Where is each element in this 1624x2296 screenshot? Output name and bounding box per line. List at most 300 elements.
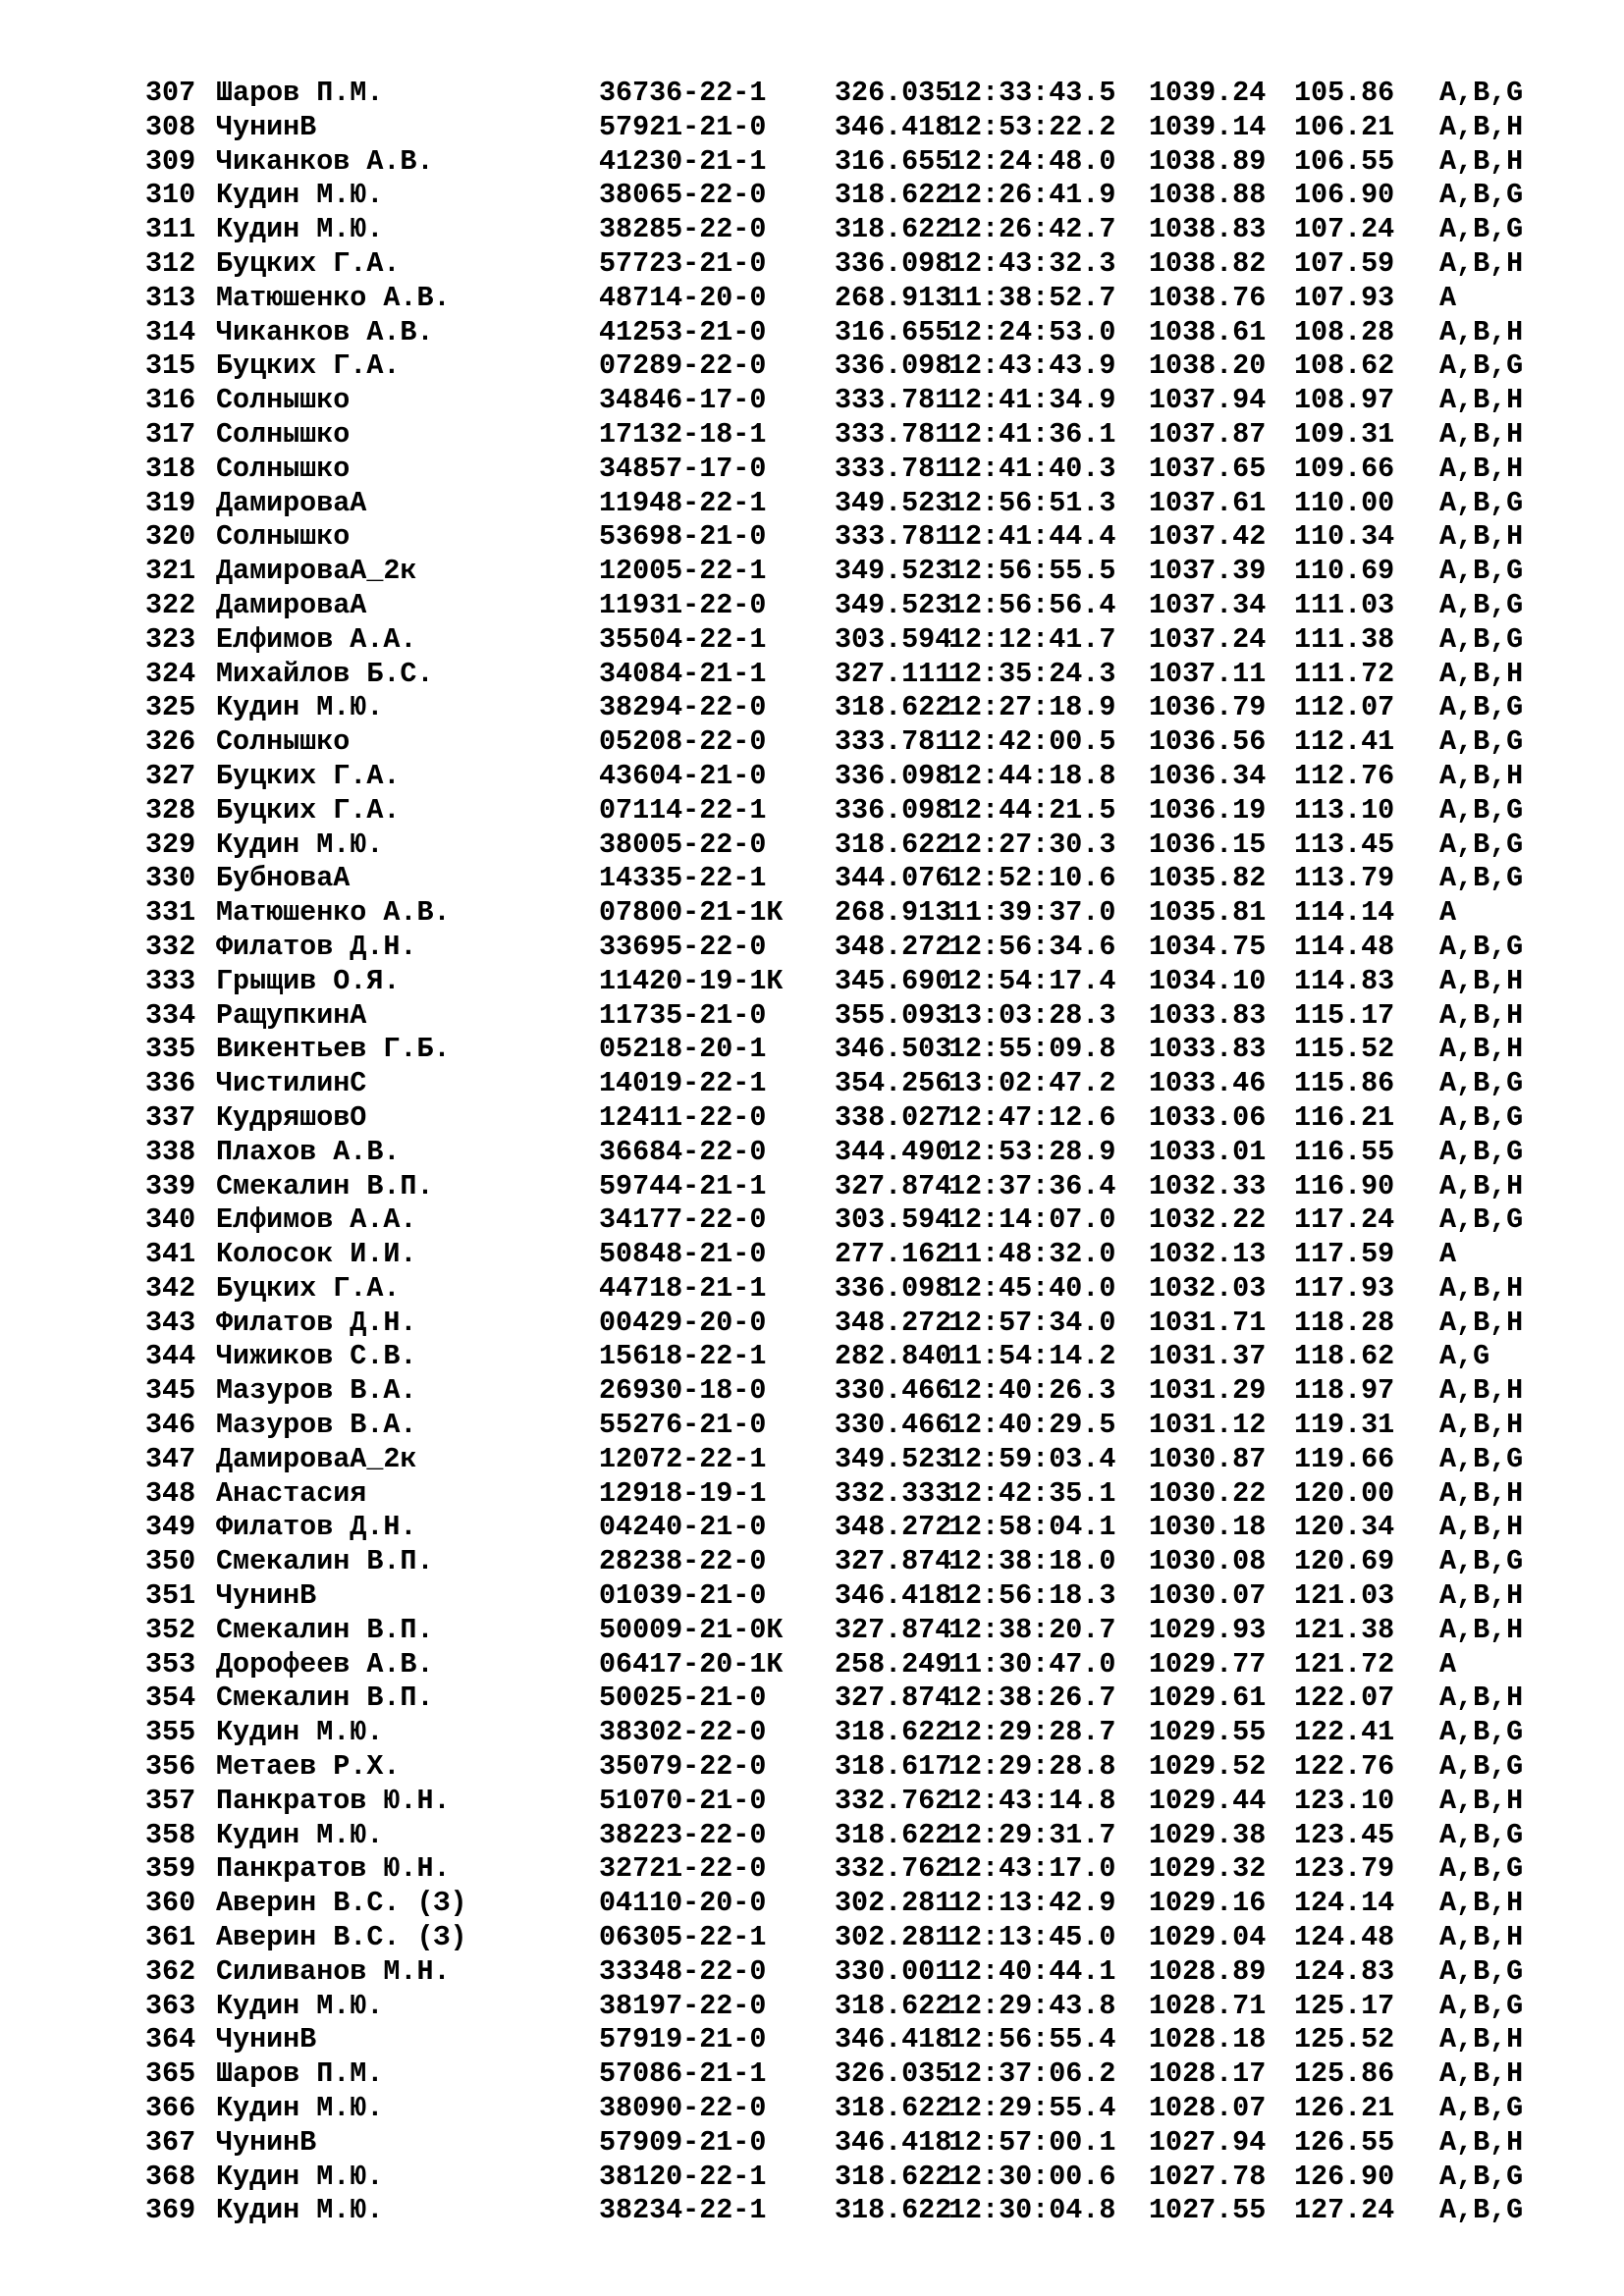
place-number: 360 bbox=[145, 1887, 196, 1920]
points: 106.55 bbox=[1294, 144, 1395, 178]
place-number: 369 bbox=[145, 2194, 196, 2227]
speed: 1028.18 bbox=[1149, 2023, 1267, 2056]
participant-name: Чижиков С.В. bbox=[216, 1340, 417, 1373]
categories: A,B,G bbox=[1439, 77, 1524, 109]
distance: 336.098 bbox=[835, 349, 952, 383]
table-row bbox=[145, 999, 1538, 1034]
distance: 346.503 bbox=[835, 1033, 952, 1066]
speed: 1038.83 bbox=[1149, 213, 1267, 246]
distance: 355.093 bbox=[835, 998, 952, 1032]
speed: 1039.14 bbox=[1149, 110, 1267, 143]
arrival-time: 12:30:00.6 bbox=[948, 2160, 1116, 2193]
categories: A,B,G bbox=[1439, 793, 1524, 827]
place-number: 344 bbox=[145, 1340, 196, 1373]
ring-number: 57723-21-0 bbox=[599, 246, 767, 280]
distance: 332.333 bbox=[835, 1476, 952, 1510]
participant-name: Дорофеев А.В. bbox=[216, 1647, 434, 1681]
speed: 1030.22 bbox=[1149, 1476, 1267, 1510]
speed: 1036.15 bbox=[1149, 828, 1267, 861]
ring-number: 57919-21-0 bbox=[599, 2023, 767, 2056]
distance: 303.594 bbox=[835, 1203, 952, 1237]
participant-name: ЧунинВ bbox=[216, 2125, 317, 2159]
speed: 1036.19 bbox=[1149, 793, 1267, 827]
table-row bbox=[145, 725, 1538, 760]
ring-number: 05208-22-0 bbox=[599, 725, 767, 759]
participant-name: Смекалин В.П. bbox=[216, 1682, 434, 1715]
participant-name: Кудин М.Ю. bbox=[216, 691, 384, 724]
categories: A,B,G bbox=[1439, 725, 1524, 759]
distance: 333.781 bbox=[835, 725, 952, 759]
speed: 1034.75 bbox=[1149, 930, 1267, 963]
ring-number: 12072-22-1 bbox=[599, 1442, 767, 1475]
categories: A,B,G bbox=[1439, 349, 1524, 383]
categories: A bbox=[1439, 896, 1457, 930]
place-number: 353 bbox=[145, 1647, 196, 1681]
categories: A bbox=[1439, 281, 1457, 314]
categories: A,B,G bbox=[1439, 1067, 1524, 1100]
table-row bbox=[145, 1955, 1538, 1990]
distance: 330.466 bbox=[835, 1374, 952, 1408]
table-row bbox=[145, 1272, 1538, 1307]
ring-number: 04110-20-0 bbox=[599, 1887, 767, 1920]
points: 112.07 bbox=[1294, 691, 1395, 724]
categories: A,B,G bbox=[1439, 1100, 1524, 1134]
points: 114.48 bbox=[1294, 930, 1395, 963]
distance: 318.622 bbox=[835, 2160, 952, 2193]
categories: A,B,G bbox=[1439, 1818, 1524, 1851]
categories: A bbox=[1439, 1238, 1457, 1271]
participant-name: Мазуров В.А. bbox=[216, 1409, 417, 1442]
points: 126.21 bbox=[1294, 2092, 1395, 2125]
categories: A,B,H bbox=[1439, 520, 1524, 554]
place-number: 340 bbox=[145, 1203, 196, 1237]
points: 117.59 bbox=[1294, 1238, 1395, 1271]
distance: 318.622 bbox=[835, 828, 952, 861]
arrival-time: 11:39:37.0 bbox=[948, 896, 1116, 930]
table-row bbox=[145, 1887, 1538, 1921]
place-number: 364 bbox=[145, 2023, 196, 2056]
participant-name: Матюшенко А.В. bbox=[216, 896, 451, 930]
points: 113.79 bbox=[1294, 862, 1395, 895]
place-number: 365 bbox=[145, 2057, 196, 2091]
categories: A,B,G bbox=[1439, 588, 1524, 621]
distance: 318.622 bbox=[835, 1818, 952, 1851]
distance: 318.622 bbox=[835, 179, 952, 212]
speed: 1031.37 bbox=[1149, 1340, 1267, 1373]
speed: 1029.93 bbox=[1149, 1613, 1267, 1646]
speed: 1029.16 bbox=[1149, 1887, 1267, 1920]
table-row bbox=[145, 1374, 1538, 1409]
place-number: 329 bbox=[145, 828, 196, 861]
arrival-time: 12:41:44.4 bbox=[948, 520, 1116, 554]
categories: A,B,G bbox=[1439, 213, 1524, 246]
speed: 1028.89 bbox=[1149, 1954, 1267, 1988]
place-number: 313 bbox=[145, 281, 196, 314]
speed: 1037.24 bbox=[1149, 622, 1267, 656]
speed: 1035.82 bbox=[1149, 862, 1267, 895]
ring-number: 41230-21-1 bbox=[599, 144, 767, 178]
speed: 1037.42 bbox=[1149, 520, 1267, 554]
speed: 1033.83 bbox=[1149, 998, 1267, 1032]
categories: A,B,G bbox=[1439, 691, 1524, 724]
place-number: 322 bbox=[145, 588, 196, 621]
speed: 1029.04 bbox=[1149, 1921, 1267, 1954]
table-row bbox=[145, 896, 1538, 931]
participant-name: ЧистилинС bbox=[216, 1067, 367, 1100]
speed: 1033.01 bbox=[1149, 1135, 1267, 1168]
points: 106.90 bbox=[1294, 179, 1395, 212]
distance: 316.655 bbox=[835, 144, 952, 178]
ring-number: 38120-22-1 bbox=[599, 2160, 767, 2193]
arrival-time: 12:41:36.1 bbox=[948, 417, 1116, 451]
distance: 349.523 bbox=[835, 1442, 952, 1475]
arrival-time: 12:26:41.9 bbox=[948, 179, 1116, 212]
categories: A,B,H bbox=[1439, 1511, 1524, 1544]
speed: 1028.07 bbox=[1149, 2092, 1267, 2125]
table-row bbox=[145, 658, 1538, 692]
points: 121.03 bbox=[1294, 1579, 1395, 1613]
arrival-time: 12:42:35.1 bbox=[948, 1476, 1116, 1510]
ring-number: 04240-21-0 bbox=[599, 1511, 767, 1544]
ring-number: 07800-21-1К bbox=[599, 896, 784, 930]
table-row bbox=[145, 931, 1538, 965]
place-number: 325 bbox=[145, 691, 196, 724]
points: 107.24 bbox=[1294, 213, 1395, 246]
speed: 1038.76 bbox=[1149, 281, 1267, 314]
speed: 1031.71 bbox=[1149, 1306, 1267, 1339]
categories: A,B,H bbox=[1439, 1306, 1524, 1339]
distance: 318.622 bbox=[835, 213, 952, 246]
ring-number: 34177-22-0 bbox=[599, 1203, 767, 1237]
ring-number: 38005-22-0 bbox=[599, 828, 767, 861]
arrival-time: 12:40:29.5 bbox=[948, 1409, 1116, 1442]
categories: A,B,G bbox=[1439, 1954, 1524, 1988]
distance: 348.272 bbox=[835, 1306, 952, 1339]
ring-number: 14019-22-1 bbox=[599, 1067, 767, 1100]
points: 110.00 bbox=[1294, 486, 1395, 519]
ring-number: 36736-22-1 bbox=[599, 77, 767, 109]
categories: A,B,G bbox=[1439, 1989, 1524, 2022]
ring-number: 35504-22-1 bbox=[599, 622, 767, 656]
ring-number: 34084-21-1 bbox=[599, 657, 767, 690]
distance: 302.281 bbox=[835, 1887, 952, 1920]
distance: 336.098 bbox=[835, 246, 952, 280]
place-number: 330 bbox=[145, 862, 196, 895]
ring-number: 07289-22-0 bbox=[599, 349, 767, 383]
arrival-time: 12:55:09.8 bbox=[948, 1033, 1116, 1066]
table-row bbox=[145, 589, 1538, 623]
points: 121.72 bbox=[1294, 1647, 1395, 1681]
place-number: 363 bbox=[145, 1989, 196, 2022]
arrival-time: 12:38:26.7 bbox=[948, 1682, 1116, 1715]
points: 125.86 bbox=[1294, 2057, 1395, 2091]
results-list bbox=[145, 77, 1538, 2228]
place-number: 317 bbox=[145, 417, 196, 451]
place-number: 337 bbox=[145, 1100, 196, 1134]
speed: 1031.12 bbox=[1149, 1409, 1267, 1442]
speed: 1037.61 bbox=[1149, 486, 1267, 519]
table-row bbox=[145, 1921, 1538, 1955]
ring-number: 07114-22-1 bbox=[599, 793, 767, 827]
distance: 318.622 bbox=[835, 1989, 952, 2022]
participant-name: Солнышко bbox=[216, 417, 351, 451]
table-row bbox=[145, 1238, 1538, 1272]
speed: 1029.55 bbox=[1149, 1716, 1267, 1749]
ring-number: 34846-17-0 bbox=[599, 384, 767, 417]
distance: 346.418 bbox=[835, 110, 952, 143]
arrival-time: 12:14:07.0 bbox=[948, 1203, 1116, 1237]
distance: 327.874 bbox=[835, 1682, 952, 1715]
speed: 1032.03 bbox=[1149, 1271, 1267, 1305]
distance: 348.272 bbox=[835, 930, 952, 963]
speed: 1028.17 bbox=[1149, 2057, 1267, 2091]
table-row bbox=[145, 1136, 1538, 1170]
categories: A,B,G bbox=[1439, 2160, 1524, 2193]
points: 118.28 bbox=[1294, 1306, 1395, 1339]
categories: A,G bbox=[1439, 1340, 1490, 1373]
table-row bbox=[145, 1170, 1538, 1204]
speed: 1030.07 bbox=[1149, 1579, 1267, 1613]
participant-name: КудряшовО bbox=[216, 1100, 367, 1134]
place-number: 331 bbox=[145, 896, 196, 930]
participant-name: Буцких Г.А. bbox=[216, 349, 401, 383]
place-number: 359 bbox=[145, 1852, 196, 1886]
place-number: 321 bbox=[145, 555, 196, 588]
place-number: 310 bbox=[145, 179, 196, 212]
ring-number: 06417-20-1К bbox=[599, 1647, 784, 1681]
arrival-time: 12:45:40.0 bbox=[948, 1271, 1116, 1305]
categories: A,B,H bbox=[1439, 2125, 1524, 2159]
place-number: 341 bbox=[145, 1238, 196, 1271]
place-number: 342 bbox=[145, 1271, 196, 1305]
speed: 1039.24 bbox=[1149, 77, 1267, 109]
distance: 258.249 bbox=[835, 1647, 952, 1681]
ring-number: 11931-22-0 bbox=[599, 588, 767, 621]
place-number: 324 bbox=[145, 657, 196, 690]
points: 114.83 bbox=[1294, 964, 1395, 997]
table-row bbox=[145, 623, 1538, 658]
categories: A,B,H bbox=[1439, 759, 1524, 792]
ring-number: 35079-22-0 bbox=[599, 1750, 767, 1784]
speed: 1032.22 bbox=[1149, 1203, 1267, 1237]
participant-name: ДамироваА bbox=[216, 588, 367, 621]
points: 117.24 bbox=[1294, 1203, 1395, 1237]
distance: 336.098 bbox=[835, 793, 952, 827]
place-number: 357 bbox=[145, 1784, 196, 1817]
ring-number: 48714-20-0 bbox=[599, 281, 767, 314]
ring-number: 26930-18-0 bbox=[599, 1374, 767, 1408]
participant-name: Чиканков А.В. bbox=[216, 315, 434, 348]
points: 124.83 bbox=[1294, 1954, 1395, 1988]
speed: 1032.33 bbox=[1149, 1169, 1267, 1202]
table-row bbox=[145, 418, 1538, 453]
distance: 332.762 bbox=[835, 1784, 952, 1817]
ring-number: 34857-17-0 bbox=[599, 452, 767, 485]
table-row bbox=[145, 2092, 1538, 2126]
ring-number: 01039-21-0 bbox=[599, 1579, 767, 1613]
categories: A,B,H bbox=[1439, 315, 1524, 348]
place-number: 311 bbox=[145, 213, 196, 246]
points: 111.03 bbox=[1294, 588, 1395, 621]
points: 108.97 bbox=[1294, 384, 1395, 417]
table-row bbox=[145, 1750, 1538, 1785]
place-number: 314 bbox=[145, 315, 196, 348]
ring-number: 12918-19-1 bbox=[599, 1476, 767, 1510]
table-row bbox=[145, 1785, 1538, 1819]
categories: A,B,H bbox=[1439, 1409, 1524, 1442]
points: 119.31 bbox=[1294, 1409, 1395, 1442]
speed: 1035.81 bbox=[1149, 896, 1267, 930]
arrival-time: 12:37:06.2 bbox=[948, 2057, 1116, 2091]
points: 105.86 bbox=[1294, 77, 1395, 109]
arrival-time: 11:48:32.0 bbox=[948, 1238, 1116, 1271]
speed: 1029.52 bbox=[1149, 1750, 1267, 1784]
ring-number: 55276-21-0 bbox=[599, 1409, 767, 1442]
participant-name: Михайлов Б.С. bbox=[216, 657, 434, 690]
points: 114.14 bbox=[1294, 896, 1395, 930]
place-number: 328 bbox=[145, 793, 196, 827]
points: 113.45 bbox=[1294, 828, 1395, 861]
arrival-time: 12:56:55.5 bbox=[948, 555, 1116, 588]
place-number: 333 bbox=[145, 964, 196, 997]
categories: A,B,H bbox=[1439, 144, 1524, 178]
participant-name: Панкратов Ю.Н. bbox=[216, 1784, 451, 1817]
speed: 1030.08 bbox=[1149, 1545, 1267, 1578]
participant-name: Кудин М.Ю. bbox=[216, 2092, 384, 2125]
table-row bbox=[145, 2126, 1538, 2161]
distance: 327.874 bbox=[835, 1613, 952, 1646]
speed: 1028.71 bbox=[1149, 1989, 1267, 2022]
ring-number: 11420-19-1К bbox=[599, 964, 784, 997]
table-row bbox=[145, 1340, 1538, 1374]
place-number: 307 bbox=[145, 77, 196, 109]
table-row bbox=[145, 1033, 1538, 1067]
arrival-time: 12:29:43.8 bbox=[948, 1989, 1116, 2022]
arrival-time: 12:53:22.2 bbox=[948, 110, 1116, 143]
table-row bbox=[145, 77, 1538, 111]
participant-name: Солнышко bbox=[216, 384, 351, 417]
speed: 1029.77 bbox=[1149, 1647, 1267, 1681]
arrival-time: 12:53:28.9 bbox=[948, 1135, 1116, 1168]
points: 116.55 bbox=[1294, 1135, 1395, 1168]
arrival-time: 12:52:10.6 bbox=[948, 862, 1116, 895]
categories: A,B,H bbox=[1439, 1476, 1524, 1510]
speed: 1036.79 bbox=[1149, 691, 1267, 724]
points: 107.93 bbox=[1294, 281, 1395, 314]
categories: A,B,G bbox=[1439, 1852, 1524, 1886]
distance: 333.781 bbox=[835, 520, 952, 554]
distance: 326.035 bbox=[835, 77, 952, 109]
arrival-time: 12:44:18.8 bbox=[948, 759, 1116, 792]
arrival-time: 12:41:40.3 bbox=[948, 452, 1116, 485]
speed: 1031.29 bbox=[1149, 1374, 1267, 1408]
ring-number: 44718-21-1 bbox=[599, 1271, 767, 1305]
ring-number: 53698-21-0 bbox=[599, 520, 767, 554]
points: 125.17 bbox=[1294, 1989, 1395, 2022]
categories: A,B,G bbox=[1439, 1203, 1524, 1237]
ring-number: 50009-21-0К bbox=[599, 1613, 784, 1646]
ring-number: 38223-22-0 bbox=[599, 1818, 767, 1851]
ring-number: 50025-21-0 bbox=[599, 1682, 767, 1715]
points: 115.52 bbox=[1294, 1033, 1395, 1066]
participant-name: Кудин М.Ю. bbox=[216, 1818, 384, 1851]
distance: 336.098 bbox=[835, 1271, 952, 1305]
categories: A,B,H bbox=[1439, 1033, 1524, 1066]
table-row bbox=[145, 1819, 1538, 1853]
ring-number: 28238-22-0 bbox=[599, 1545, 767, 1578]
place-number: 362 bbox=[145, 1954, 196, 1988]
arrival-time: 12:29:28.7 bbox=[948, 1716, 1116, 1749]
points: 122.41 bbox=[1294, 1716, 1395, 1749]
place-number: 352 bbox=[145, 1613, 196, 1646]
arrival-time: 12:33:43.5 bbox=[948, 77, 1116, 109]
arrival-time: 11:38:52.7 bbox=[948, 281, 1116, 314]
points: 112.41 bbox=[1294, 725, 1395, 759]
place-number: 350 bbox=[145, 1545, 196, 1578]
speed: 1030.87 bbox=[1149, 1442, 1267, 1475]
points: 116.21 bbox=[1294, 1100, 1395, 1134]
distance: 327.874 bbox=[835, 1545, 952, 1578]
distance: 333.781 bbox=[835, 452, 952, 485]
participant-name: Кудин М.Ю. bbox=[216, 828, 384, 861]
participant-name: Филатов Д.Н. bbox=[216, 1306, 417, 1339]
table-row bbox=[145, 1409, 1538, 1443]
participant-name: РащупкинА bbox=[216, 998, 367, 1032]
points: 108.62 bbox=[1294, 349, 1395, 383]
participant-name: Панкратов Ю.Н. bbox=[216, 1852, 451, 1886]
participant-name: Кудин М.Ю. bbox=[216, 1989, 384, 2022]
speed: 1037.11 bbox=[1149, 657, 1267, 690]
table-row bbox=[145, 247, 1538, 282]
arrival-time: 12:56:55.4 bbox=[948, 2023, 1116, 2056]
speed: 1033.83 bbox=[1149, 1033, 1267, 1066]
distance: 330.001 bbox=[835, 1954, 952, 1988]
distance: 333.781 bbox=[835, 417, 952, 451]
ring-number: 41253-21-0 bbox=[599, 315, 767, 348]
points: 126.90 bbox=[1294, 2160, 1395, 2193]
points: 110.69 bbox=[1294, 555, 1395, 588]
distance: 326.035 bbox=[835, 2057, 952, 2091]
categories: A,B,G bbox=[1439, 828, 1524, 861]
table-row bbox=[145, 794, 1538, 828]
table-row bbox=[145, 760, 1538, 794]
place-number: 327 bbox=[145, 759, 196, 792]
speed: 1032.13 bbox=[1149, 1238, 1267, 1271]
points: 127.24 bbox=[1294, 2194, 1395, 2227]
place-number: 316 bbox=[145, 384, 196, 417]
place-number: 351 bbox=[145, 1579, 196, 1613]
distance: 302.281 bbox=[835, 1921, 952, 1954]
table-row bbox=[145, 453, 1538, 487]
place-number: 309 bbox=[145, 144, 196, 178]
participant-name: Смекалин В.П. bbox=[216, 1545, 434, 1578]
distance: 336.098 bbox=[835, 759, 952, 792]
arrival-time: 11:30:47.0 bbox=[948, 1647, 1116, 1681]
ring-number: 38302-22-0 bbox=[599, 1716, 767, 1749]
ring-number: 57909-21-0 bbox=[599, 2125, 767, 2159]
arrival-time: 12:56:51.3 bbox=[948, 486, 1116, 519]
distance: 318.622 bbox=[835, 1716, 952, 1749]
place-number: 332 bbox=[145, 930, 196, 963]
speed: 1033.06 bbox=[1149, 1100, 1267, 1134]
arrival-time: 12:35:24.3 bbox=[948, 657, 1116, 690]
place-number: 355 bbox=[145, 1716, 196, 1749]
table-row bbox=[145, 1579, 1538, 1614]
table-row bbox=[145, 555, 1538, 589]
place-number: 348 bbox=[145, 1476, 196, 1510]
ring-number: 57086-21-1 bbox=[599, 2057, 767, 2091]
ring-number: 57921-21-0 bbox=[599, 110, 767, 143]
